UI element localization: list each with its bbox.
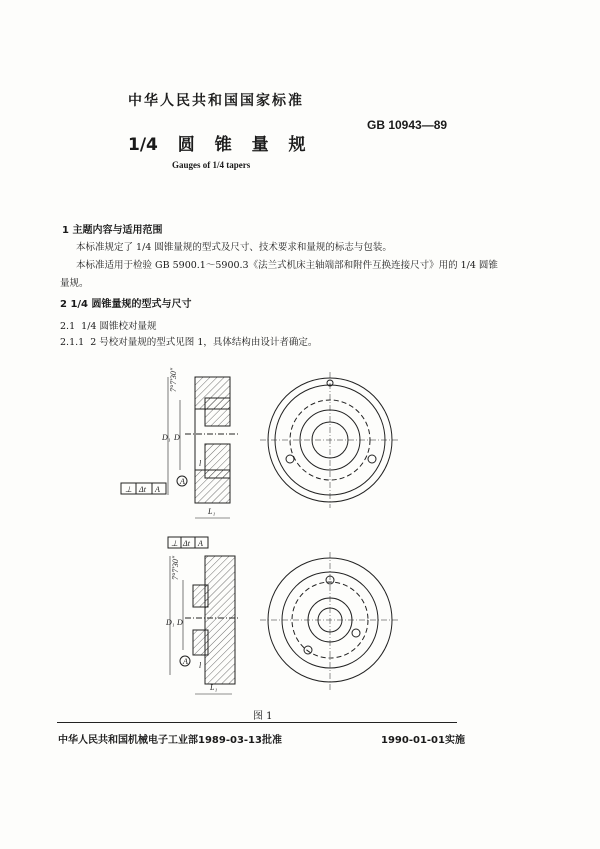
gauge-front-view-2 <box>260 552 400 690</box>
subsection-number: 2.1 <box>60 321 76 332</box>
paragraph: 量规。 <box>60 278 89 289</box>
gauge-section-view-1 <box>121 377 240 518</box>
subsection-text: 1/4 圆锥校对量规 <box>81 321 157 332</box>
footer-rule <box>57 722 457 723</box>
paragraph: 本标准规定了 1/4 圆锥量规的型式及尺寸、技术要求和量规的标志与包装。 <box>76 242 392 253</box>
label-d1: D₁ <box>166 618 175 627</box>
section-1-heading: 1 主题内容与适用范围 <box>62 225 163 236</box>
tol-datum: A <box>198 539 203 548</box>
document-title: 1/4 圆 锥 量 规 <box>128 135 306 155</box>
approval-info: 中华人民共和国机械电子工业部1989-03-13批准 <box>58 735 282 746</box>
label-l: l <box>199 661 202 670</box>
subsection-number: 2.1.1 <box>60 337 85 348</box>
label-d: D <box>174 433 180 442</box>
tol-value: Δt <box>183 539 190 548</box>
tol-value: Δt <box>139 485 146 494</box>
section-2-heading: 2 1/4 圆锥量规的型式与尺寸 <box>60 299 192 310</box>
datum-a: A <box>183 657 188 666</box>
paragraph: 本标准适用于检验 GB 5900.1～5900.3《法兰式机床主轴端部和附件互换连接尺寸》用的 1/4 圆锥 <box>76 260 498 271</box>
effective-date: 1990-01-01实施 <box>381 735 465 746</box>
label-l1: L₁ <box>210 683 218 692</box>
tol-symbol: ⊥ <box>125 485 132 494</box>
gauge-front-view-1 <box>260 372 400 508</box>
label-angle: 7°7'30" <box>169 367 178 392</box>
label-d1: D₁ <box>162 433 171 442</box>
tol-datum: A <box>155 485 160 494</box>
label-angle: 7°7'30" <box>171 555 180 580</box>
subsection-text: 2 号校对量规的型式见图 1，具体结构由设计者确定。 <box>90 337 318 348</box>
figure-caption: 图 1 <box>253 711 273 722</box>
label-l1: L₁ <box>208 507 216 516</box>
tol-symbol: ⊥ <box>171 539 178 548</box>
datum-a: A <box>180 477 185 486</box>
standard-code: GB 10943—89 <box>367 118 448 132</box>
label-d: D <box>177 618 183 627</box>
standard-type: 中华人民共和国国家标准 <box>128 93 304 109</box>
label-l: l <box>199 459 202 468</box>
english-title: Gauges of 1/4 tapers <box>172 160 251 170</box>
